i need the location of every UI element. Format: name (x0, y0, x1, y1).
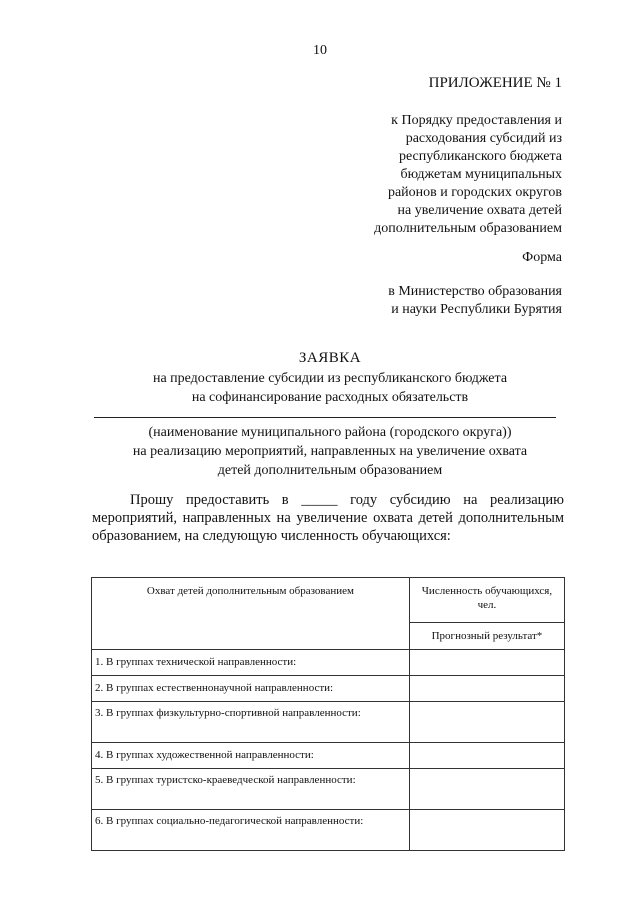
order-line: расходования субсидий из (405, 131, 562, 146)
table-row (92, 702, 565, 743)
subtitle-line: на софинансирование расходных обязательств (191, 390, 469, 405)
appendix-title: ПРИЛОЖЕНИЕ № 1 (428, 75, 562, 91)
page-number: 10 (313, 43, 327, 58)
table-row (92, 650, 565, 676)
appendix-order-reference (374, 112, 562, 238)
row-label: 1. В группах технической направленности: (92, 650, 410, 676)
row-label: 5. В группах туристско-краеведческой направленности: (92, 769, 410, 810)
municipality-line: детей дополнительным образованием (217, 463, 443, 478)
row-label: 6. В группах социально-педагогической направленности: (92, 810, 410, 851)
table-row (92, 743, 565, 769)
table-header-row (92, 578, 565, 623)
recipient-line: в Министерство образования (388, 284, 562, 299)
order-line: дополнительным образованием (374, 221, 562, 236)
header-coverage: Охват детей дополнительным образованием (92, 578, 410, 650)
row-value-cell[interactable] (409, 743, 564, 769)
row-value-cell[interactable] (409, 650, 564, 676)
row-label: 2. В группах естественнонаучной направленности: (92, 676, 410, 702)
order-line: бюджетам муниципальных (400, 167, 562, 182)
order-line: на увеличение охвата детей (397, 203, 562, 218)
municipality-line: на реализацию мероприятий, направленных на увеличение охвата (132, 444, 528, 459)
recipient-block (388, 283, 562, 319)
row-value-cell[interactable] (409, 769, 564, 810)
municipality-caption (0, 423, 640, 480)
order-line: районов и городских округов (387, 185, 562, 200)
row-value-cell[interactable] (409, 676, 564, 702)
header-forecast-result: Прогнозный результат* (409, 623, 564, 650)
recipient-line: и науки Республики Бурятия (391, 302, 562, 317)
subtitle-line: на предоставление субсидии из республиканского бюджета (152, 371, 508, 386)
table-row (92, 769, 565, 810)
row-value-cell[interactable] (409, 810, 564, 851)
form-label: Форма (522, 250, 562, 265)
row-label: 3. В группах физкультурно-спортивной направленности: (92, 702, 410, 743)
coverage-table (91, 577, 565, 851)
table-row (92, 810, 565, 851)
row-value-cell[interactable] (409, 702, 564, 743)
order-line: республиканского бюджета (398, 149, 562, 164)
application-title: ЗАЯВКА (298, 350, 362, 366)
application-subtitle (0, 369, 640, 407)
table-row (92, 676, 565, 702)
municipality-line: (наименование муниципального района (городского округа)) (148, 425, 512, 440)
request-paragraph: Прошу предоставить в _____ году субсидию на реализацию мероприятий, направленных на увеличение охвата детей дополнительным образованием, на следующую численность обучающихся: (92, 492, 564, 544)
row-label: 4. В группах художественной направленности: (92, 743, 410, 769)
municipality-name-line (94, 417, 556, 418)
order-line: к Порядку предоставления и (391, 113, 562, 128)
header-student-count: Численность обучающихся, чел. (409, 578, 564, 623)
